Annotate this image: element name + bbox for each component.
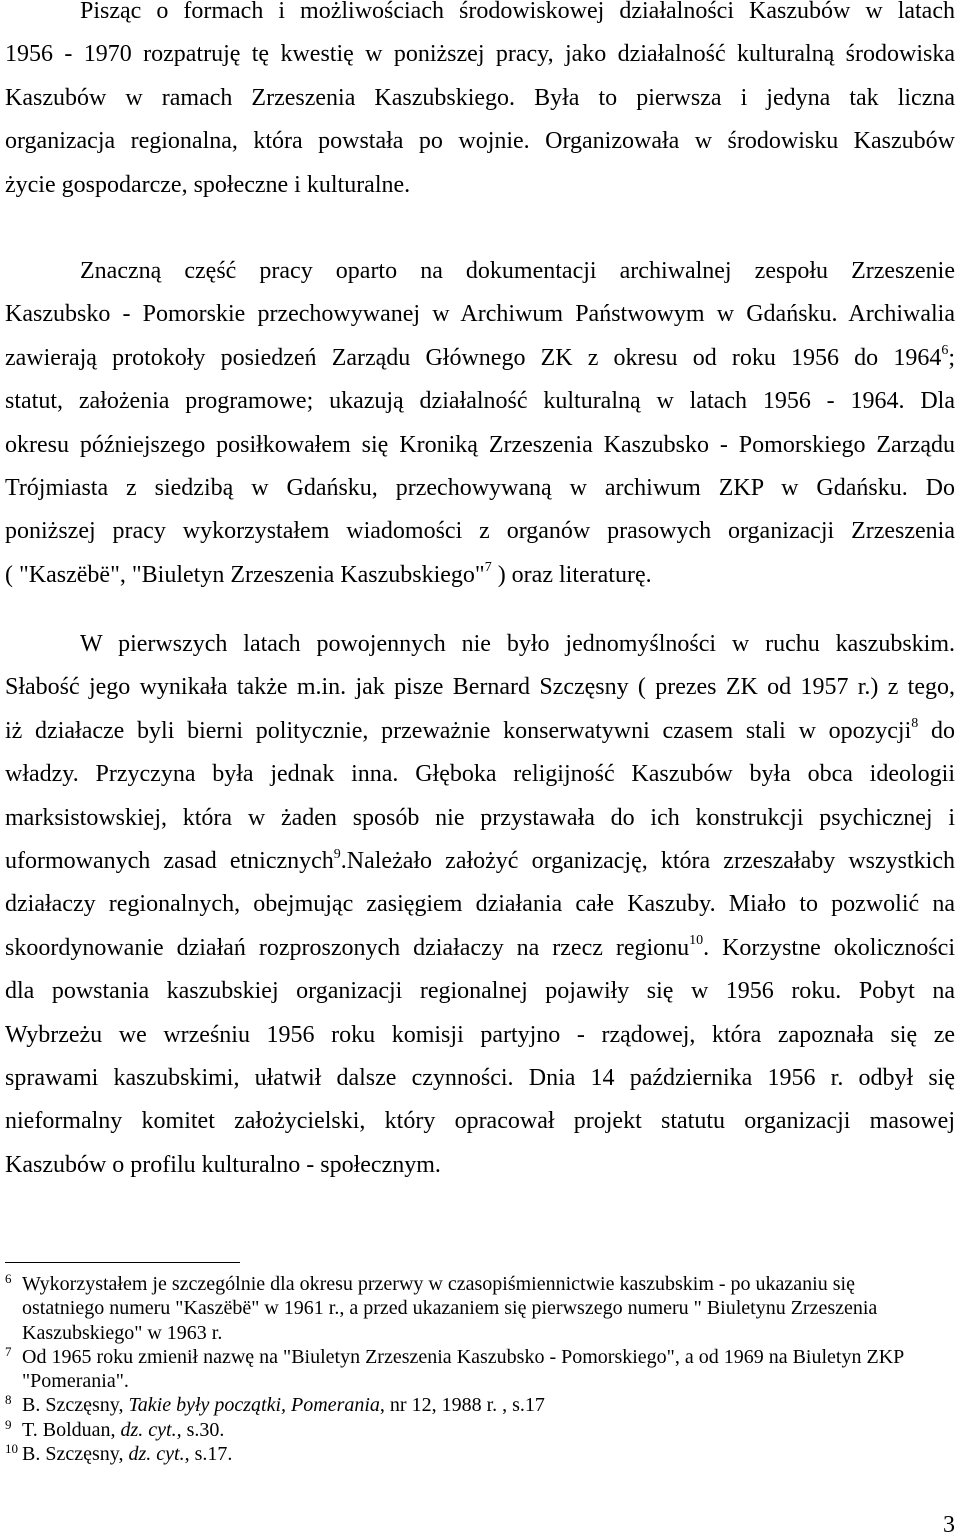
text-line: dla powstania kaszubskiej organizacji regionalnej pojawiły się w 1956 roku. Pobyt na: [5, 978, 955, 1005]
footnote-reference: 7: [484, 560, 492, 576]
text-line: statut, założenia programowe; ukazują działalność kulturalną w latach 1956 - 1964. Dla: [5, 388, 955, 415]
text-run: s.30.: [181, 1418, 225, 1441]
text-line: sprawami kaszubskimi, ułatwił dalsze czynności. Dnia 14 października 1956 r. odbył się: [5, 1065, 955, 1092]
footnote-line: "Pomerania".: [22, 1370, 129, 1393]
footnote-number: 7: [5, 1343, 12, 1359]
footnote-number: 6: [5, 1271, 12, 1286]
text-run: skoordynowanie działań rozproszonych działaczy na rzecz regionu: [5, 934, 690, 961]
text-line: organizacja regionalna, która powstała po wojnie. Organizowała w środowisku Kaszubów: [5, 128, 955, 155]
footnote-line: Kaszubskiego" w 1963 r.: [22, 1321, 223, 1344]
text-line: marksistowskiej, która w żaden sposób nie przystawała do ich konstrukcji psychicznej i: [5, 804, 955, 831]
text-line: nieformalny komitet założycielski, który opracował projekt statutu organizacji masowej: [5, 1108, 955, 1135]
footnote-7: [5, 1345, 955, 1394]
footnote-10: [5, 1442, 955, 1466]
text-line: [5, 337, 955, 380]
footnote-line: Wykorzystałem je szczególnie dla okresu przerwy w czasopiśmiennictwie kaszubskim - po ukazaniu się: [22, 1273, 855, 1295]
footnote-number: 10: [5, 1441, 18, 1457]
text-run: iż działacze byli bierni politycznie, przeważnie konserwatywni czasem stali w opozycji: [5, 717, 912, 744]
footnote-line: [22, 1418, 955, 1442]
text-line: W pierwszych latach powojennych nie było jednomyślności w ruchu kaszubskim.: [80, 631, 955, 657]
text-line: Trójmiasta z siedzibą w Gdańsku, przechowywaną w archiwum ZKP w Gdańsku. Do: [5, 475, 955, 502]
text-line: Pisząc o formach i możliwościach środowiskowej działalności Kaszubów w latach: [80, 0, 955, 24]
text-line: życie gospodarcze, społeczne i kulturalne.: [5, 171, 411, 198]
footnote-number: 9: [5, 1416, 12, 1432]
footnote-8: [5, 1393, 955, 1417]
text-line: [5, 927, 955, 970]
text-run: uformowanych zasad etnicznych: [5, 848, 334, 875]
footnote-reference: 8: [911, 716, 919, 732]
text-run: , nr 12, 1988 r. , s.17: [379, 1394, 545, 1417]
italic-citation: dz. cyt.,: [120, 1418, 182, 1441]
footnote-9: [5, 1418, 955, 1442]
text-run: , s.17.: [184, 1443, 233, 1466]
text-line: [5, 710, 955, 753]
text-line: okresu późniejszego posiłkowałem się Kroniką Zrzeszenia Kaszubsko - Pomorskiego Zarządu: [5, 431, 955, 458]
text-run: B. Szczęsny,: [22, 1394, 129, 1417]
paragraph-1: [5, 0, 955, 207]
text-line: władzy. Przyczyna była jednak inna. Głęboka religijność Kaszubów była obca ideologii: [5, 761, 955, 788]
text-run: ) oraz literaturę.: [491, 561, 652, 588]
text-run: B. Szczęsny,: [22, 1443, 129, 1466]
italic-citation: dz. cyt.: [128, 1443, 185, 1466]
italic-title: Takie były początki, Pomerania: [128, 1394, 380, 1417]
text-line: Kaszubów w ramach Zrzeszenia Kaszubskiego. Była to pierwsza i jedyna tak liczna: [5, 84, 955, 111]
paragraph-3: [5, 623, 955, 1187]
text-line: poniższej pracy wykorzystałem wiadomości z organów prasowych organizacji Zrzeszenia: [5, 518, 955, 545]
text-run: . Korzystne okoliczności: [703, 934, 955, 961]
paragraph-2: [5, 250, 955, 597]
footnote-reference: 10: [689, 933, 704, 949]
footnote-line: Od 1965 roku zmienił nazwę na "Biuletyn Zrzeszenia Kaszubsko - Pomorskiego", a od 1969 na Biuletyn ZKP: [22, 1345, 905, 1368]
text-line: Kaszubów o profilu kulturalno - społecznym.: [5, 1151, 441, 1178]
text-line: działaczy regionalnych, obejmując zasięgiem działania całe Kaszuby. Miało to pozwolić na: [5, 891, 955, 918]
text-line: [5, 554, 955, 597]
text-run: do: [918, 717, 955, 744]
footnote-reference: 6: [941, 343, 949, 359]
text-line: Kaszubsko - Pomorskie przechowywanej w Archiwum Państwowym w Gdańsku. Archiwalia: [5, 301, 955, 328]
text-run: zawierają protokoły posiedzeń Zarządu Głównego ZK z okresu od roku 1956 do 1964: [5, 344, 942, 371]
footnote-separator: [5, 1262, 240, 1263]
text-line: Słabość jego wynikała także m.in. jak pisze Bernard Szczęsny ( prezes ZK od 1957 r.) z tego,: [5, 674, 955, 701]
footnote-6: [5, 1272, 955, 1345]
footnote-line: [22, 1442, 955, 1466]
footnote-line: ostatniego numeru "Kaszëbë" w 1961 r., a przed ukazaniem się pierwszego numeru " Biuletynu Zrzeszenia: [22, 1297, 878, 1320]
page-number: 3: [943, 1512, 955, 1537]
text-line: Wybrzeżu we wrześniu 1956 roku komisji partyjno - rządowej, która zapoznała się ze: [5, 1021, 955, 1048]
text-line: 1956 - 1970 rozpatruję tę kwestię w poniższej pracy, jako działalność kulturalną środowiska: [5, 41, 955, 68]
text-line: Znaczną część pracy oparto na dokumentacji archiwalnej zespołu Zrzeszenie: [80, 258, 955, 284]
text-line: [5, 840, 955, 883]
text-run: ( "Kaszëbë", "Biuletyn Zrzeszenia Kaszubskiego": [5, 561, 485, 588]
footnote-line: [22, 1393, 955, 1417]
text-run: ;: [948, 344, 955, 371]
text-run: .Należało założyć organizację, która zrzeszałaby wszystkich: [340, 848, 955, 875]
footnote-number: 8: [5, 1392, 12, 1408]
text-run: T. Bolduan,: [22, 1418, 121, 1441]
footnotes: [5, 1272, 955, 1466]
footnote-reference: 9: [333, 846, 341, 862]
